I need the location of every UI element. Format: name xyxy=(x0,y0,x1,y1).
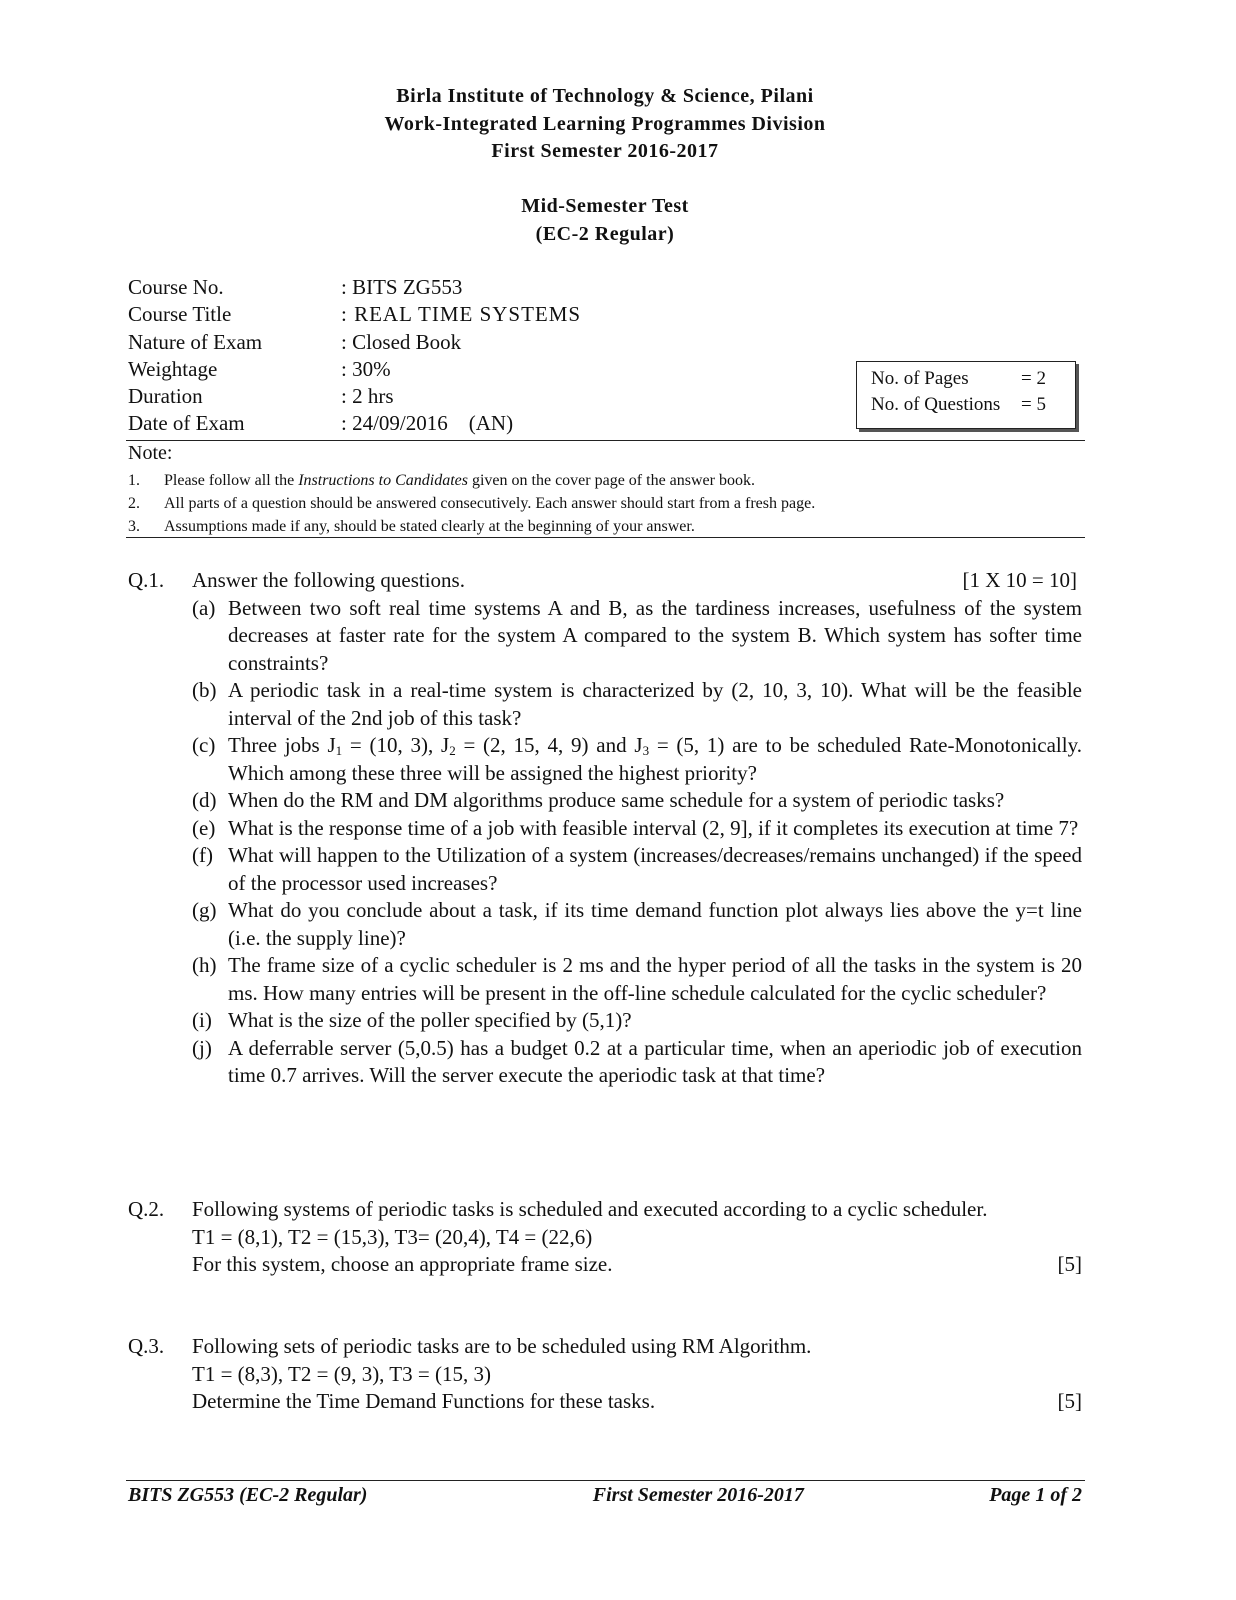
part-label: (i) xyxy=(192,1008,212,1032)
test-subtitle: (EC-2 Regular) xyxy=(535,223,675,245)
part-label: (b) xyxy=(192,678,217,702)
part-text: What is the size of the poller specified by (5,1)? xyxy=(228,1008,632,1032)
question-marks: [1 X 10 = 10] xyxy=(962,568,1077,592)
footer-course: BITS ZG553 (EC-2 Regular) xyxy=(128,1484,368,1506)
part-text: The frame size of a cyclic scheduler is 2 ms and the hyper period of all the tasks in the system is 20 ms. How many entries will be present in the off-line schedule calculated for the cyclic scheduler? xyxy=(228,953,1082,1005)
info-value: : 2 hrs xyxy=(341,384,394,409)
question-ask: Determine the Time Demand Functions for these tasks. xyxy=(192,1389,656,1413)
part-label: (g) xyxy=(192,898,217,922)
pages-questions-box xyxy=(856,361,1076,429)
text-seg: = (10, 3), J xyxy=(342,733,450,757)
part-label: (h) xyxy=(192,953,217,977)
question-number: Q.1. xyxy=(128,568,165,592)
divider xyxy=(126,440,1085,441)
semester: First Semester 2016-2017 xyxy=(491,140,719,162)
part-label: (j) xyxy=(192,1035,212,1060)
part-text: When do the RM and DM algorithms produce same schedule for a system of periodic tasks? xyxy=(228,788,1005,812)
note-number: 3. xyxy=(128,518,140,535)
text-seg: Three jobs J xyxy=(228,733,336,757)
pages-label: No. of Pages xyxy=(871,368,969,389)
question-number: Q.2. xyxy=(128,1197,165,1221)
info-value: : 24/09/2016 (AN) xyxy=(341,411,514,436)
question-3 xyxy=(128,1333,1082,1416)
question-text: Following systems of periodic tasks is scheduled and executed according to a cyclic scheduler. xyxy=(192,1197,988,1221)
division-name: Work-Integrated Learning Programmes Division xyxy=(384,113,826,135)
info-label: Date of Exam xyxy=(128,411,245,436)
question-number: Q.3. xyxy=(128,1334,165,1358)
question-2 xyxy=(128,1196,1082,1279)
info-label: Nature of Exam xyxy=(128,329,263,354)
part-text: Between two soft real time systems A and B, as the tardiness increases, usefulness of the system decreases at faster rate for the system A compared to the system B. Which system has softer time constraints? xyxy=(228,595,1082,675)
subscript: 1 xyxy=(335,743,343,758)
part-label: (a) xyxy=(192,595,216,620)
question-ask: For this system, choose an appropriate frame size. xyxy=(192,1252,613,1276)
questions-label: No. of Questions xyxy=(871,394,1001,415)
info-value: : 30% xyxy=(341,356,391,381)
subscript: 2 xyxy=(449,743,456,758)
part-text: What is the response time of a job with feasible interval (2, 9], if it completes its execution at time 7? xyxy=(228,815,1079,840)
info-label: Weightage xyxy=(128,356,218,381)
part-text xyxy=(228,732,1082,787)
footer-page-number: Page 1 of 2 xyxy=(989,1484,1082,1506)
part-label: (e) xyxy=(192,815,216,840)
part-label: (d) xyxy=(192,788,217,812)
note-text: given on the cover page of the answer book. xyxy=(467,472,755,489)
note-text: Please follow all the xyxy=(164,472,299,489)
text-seg: = (5, 1) are to be scheduled Rate-Monotonically. Which among these three will be assigned the highest priority? xyxy=(228,733,1082,785)
note-item: All parts of a question should be answered consecutively. Each answer should start from a fresh page. xyxy=(164,495,816,512)
note-item xyxy=(164,469,755,492)
info-value: : REAL TIME SYSTEMS xyxy=(341,302,582,327)
info-value: : Closed Book xyxy=(341,329,462,354)
note-number: 1. xyxy=(128,472,140,489)
question-marks: [5] xyxy=(1057,1389,1082,1413)
questions-value: = 5 xyxy=(1021,394,1046,415)
footer-semester: First Semester 2016-2017 xyxy=(592,1484,804,1506)
task-set: T1 = (8,1), T2 = (15,3), T3= (20,4), T4 = (22,6) xyxy=(192,1224,593,1249)
note-italic: Instructions to Candidates xyxy=(298,472,468,489)
footer xyxy=(128,1484,1082,1507)
task-set: T1 = (8,3), T2 = (9, 3), T3 = (15, 3) xyxy=(192,1361,491,1386)
question-1 xyxy=(128,567,1082,1090)
course-info xyxy=(128,274,581,438)
divider xyxy=(126,537,1085,538)
part-text: What do you conclude about a task, if its time demand function plot always lies above the y=t line (i.e. the supply line)? xyxy=(228,898,1082,950)
question-marks: [5] xyxy=(1057,1252,1082,1276)
note-item: Assumptions made if any, should be stated clearly at the beginning of your answer. xyxy=(164,518,695,535)
info-label: Duration xyxy=(128,384,203,409)
question-text: Answer the following questions. xyxy=(192,568,465,592)
info-value: : BITS ZG553 xyxy=(341,275,463,299)
pages-value: = 2 xyxy=(1021,368,1046,389)
footer-divider xyxy=(126,1480,1085,1481)
part-text: A deferrable server (5,0.5) has a budget 0.2 at a particular time, when an aperiodic job of execution time 0.7 arrives. Will the server execute the aperiodic task at that time? xyxy=(228,1035,1082,1087)
note-number: 2. xyxy=(128,495,140,512)
note-list xyxy=(128,469,815,538)
text-seg: = (2, 15, 4, 9) and J xyxy=(455,733,643,757)
part-label: (f) xyxy=(192,843,213,867)
part-text: A periodic task in a real-time system is characterized by (2, 10, 3, 10). What will be the feasible interval of the 2nd job of this task? xyxy=(228,678,1082,730)
subscript: 3 xyxy=(642,743,650,758)
info-label: Course Title xyxy=(128,302,232,327)
part-label: (c) xyxy=(192,733,216,757)
institute-name: Birla Institute of Technology & Science, Pilani xyxy=(396,85,814,107)
note-title: Note: xyxy=(128,442,173,464)
part-text: What will happen to the Utilization of a system (increases/decreases/remains unchanged) if the speed of the processor used increases? xyxy=(228,843,1082,895)
info-label: Course No. xyxy=(128,275,224,299)
question-text: Following sets of periodic tasks are to be scheduled using RM Algorithm. xyxy=(192,1334,812,1358)
test-title: Mid-Semester Test xyxy=(521,195,689,217)
